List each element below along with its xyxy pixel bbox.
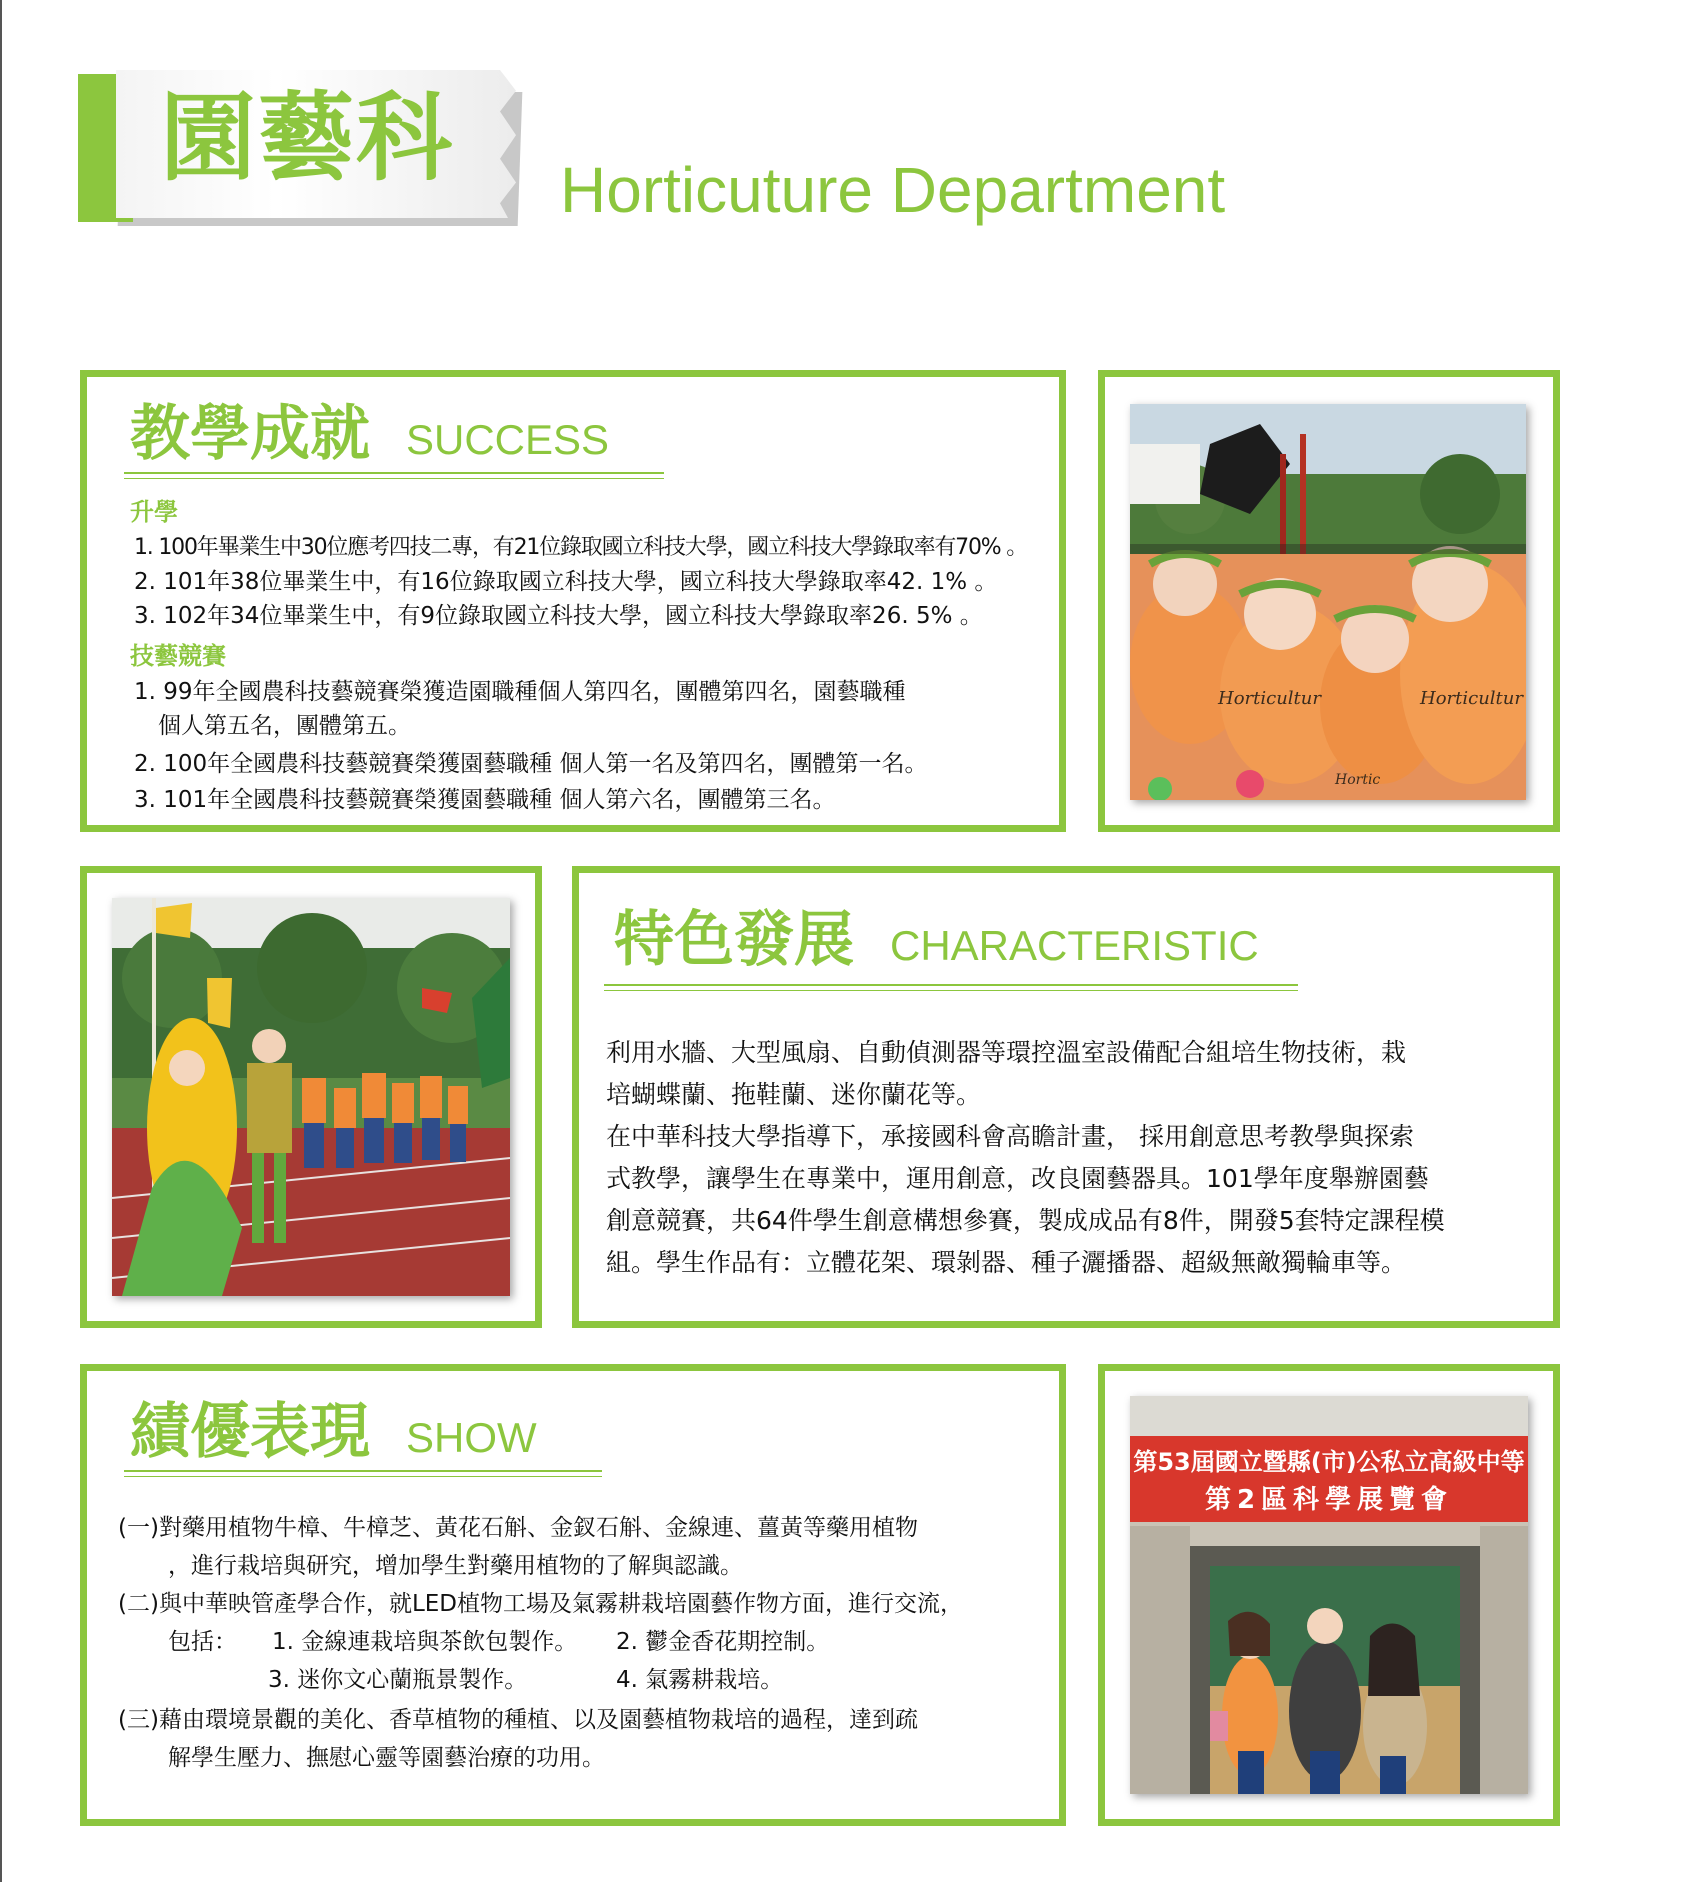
success-item: 1. 99年全國農科技藝競賽榮獲造園職種個人第四名，團體第四名，園藝職種: [134, 679, 906, 705]
characteristic-line: 創意競賽，共64件學生創意構想參賽，製成成品有8件，開發5套特定課程模: [606, 1206, 1445, 1235]
show-line: 2. 鬱金香花期控制。: [616, 1629, 830, 1655]
success-subheading-admission: 升學: [130, 498, 178, 526]
success-item: 2. 101年38位畢業生中，有16位錄取國立科技大學，國立科技大學錄取率42. 1% 。: [134, 569, 998, 595]
characteristic-line: 組。學生作品有：立體花架、環剝器、種子灑播器、超級無敵獨輪車等。: [606, 1248, 1407, 1277]
science-fair-photo: [1130, 1396, 1528, 1794]
characteristic-line: 利用水牆、大型風扇、自動偵測器等環控溫室設備配合組培生物技術，栽: [606, 1038, 1407, 1067]
characteristic-title-zh: 特色發展: [614, 905, 854, 975]
success-item: 2. 100年全國農科技藝競賽榮獲園藝職種 個人第一名及第四名，團體第一名。: [134, 751, 928, 777]
show-line: (一)對藥用植物牛樟、牛樟芝、黃花石斛、金釵石斛、金線連、薑黃等藥用植物: [118, 1515, 918, 1541]
success-subheading-competition: 技藝競賽: [130, 642, 226, 670]
shirt-text: Horticultur: [1218, 688, 1321, 709]
show-line: (三)藉由環境景觀的美化、香草植物的種植、以及園藝植物栽培的過程，達到疏: [118, 1707, 918, 1733]
students-photo: [1130, 404, 1526, 800]
show-heading: [130, 1397, 537, 1467]
characteristic-title-en: CHARACTERISTIC: [890, 922, 1259, 969]
success-title-zh: 教學成就: [130, 399, 370, 469]
success-item: 1. 100年畢業生中30位應考四技二專，有21位錄取國立科技大學，國立科技大學錄取率有70% 。: [134, 535, 1028, 560]
success-underline: [124, 472, 664, 479]
parade-photo: [112, 898, 510, 1296]
success-item: 3. 102年34位畢業生中，有9位錄取國立科技大學，國立科技大學錄取率26. 5% 。: [134, 603, 983, 629]
shirt-text: Hortic: [1335, 772, 1381, 788]
success-title-en: SUCCESS: [406, 416, 610, 463]
banner-line-1: 第53屆國立暨縣(市)公私立高級中等: [1133, 1448, 1525, 1476]
show-line: 解學生壓力、撫慰心靈等園藝治療的功用。: [168, 1745, 605, 1771]
success-heading: [130, 399, 610, 469]
department-title-tab: [78, 70, 518, 228]
show-title-zh: 績優表現: [130, 1397, 370, 1467]
show-line: ，進行栽培與研究，增加學生對藥用植物的了解與認識。: [168, 1553, 743, 1579]
characteristic-line: 式教學，讓學生在專業中，運用創意，改良園藝器具。101學年度舉辦園藝: [606, 1164, 1429, 1193]
characteristic-underline: [604, 984, 1298, 991]
success-item: 3. 101年全國農科技藝競賽榮獲園藝職種 個人第六名，團體第三名。: [134, 787, 836, 813]
show-underline: [124, 1470, 602, 1477]
department-title-en: Horticuture Department: [560, 154, 1226, 226]
left-page-edge: [0, 0, 2, 1882]
shirt-text: Horticultur: [1420, 688, 1523, 709]
show-line: (二)與中華映管產學合作，就LED植物工場及氣霧耕栽培園藝作物方面，進行交流，: [118, 1591, 964, 1617]
characteristic-line: 培蝴蝶蘭、拖鞋蘭、迷你蘭花等。: [606, 1080, 982, 1109]
department-title-zh: 園藝科: [160, 82, 454, 194]
show-line: 1. 金線連栽培與茶飲包製作。: [272, 1629, 578, 1655]
banner-line-2: 第2區科學展覽會: [1204, 1485, 1454, 1515]
show-line: 3. 迷你文心蘭瓶景製作。: [268, 1667, 528, 1693]
show-line: 4. 氣霧耕栽培。: [616, 1667, 784, 1693]
success-item: 個人第五名，團體第五。: [158, 713, 411, 739]
characteristic-line: 在中華科技大學指導下，承接國科會高瞻計畫， 採用創意思考教學與探索: [606, 1122, 1414, 1151]
show-line: 包括：: [168, 1629, 237, 1655]
characteristic-heading: [614, 905, 1259, 975]
show-title-en: SHOW: [406, 1414, 537, 1461]
